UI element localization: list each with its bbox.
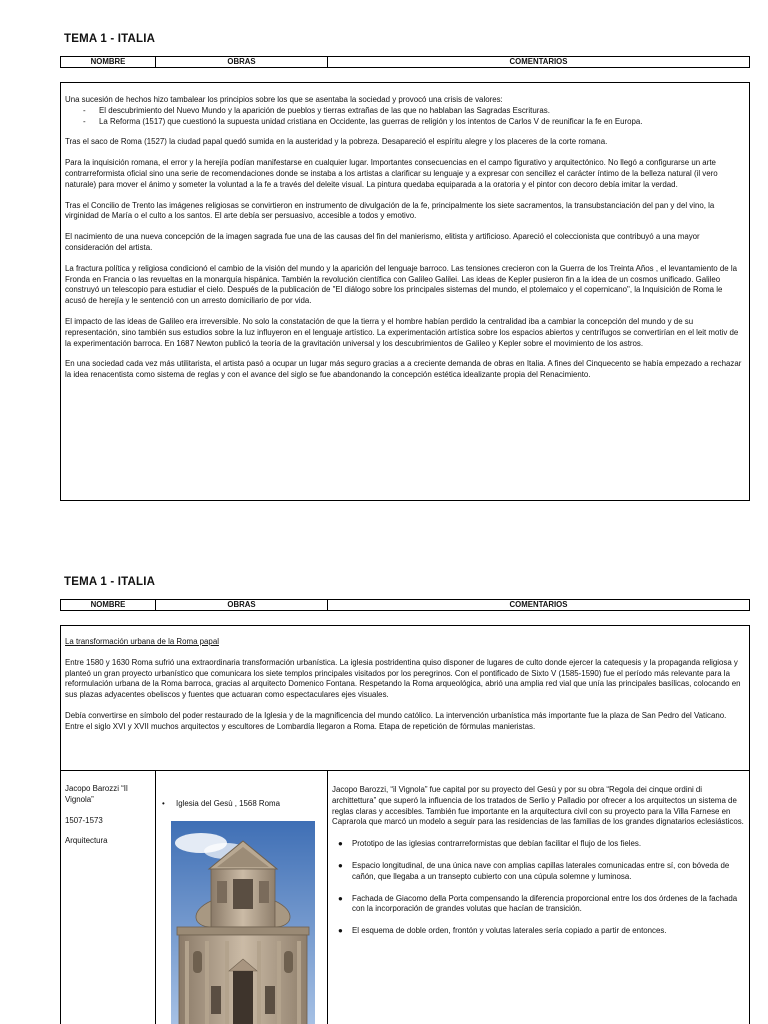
page-title: TEMA 1 - ITALIA bbox=[64, 33, 156, 45]
nombre-cell bbox=[61, 771, 156, 1024]
list-item: - El descubrimiento del Nuevo Mundo y la aparición de pueblos y tierras extrañas de las que no hablaban las Sagradas Escrituras. bbox=[83, 105, 550, 115]
artist-dates: 1507-1573 bbox=[65, 815, 103, 825]
paragraph: El nacimiento de una nueva concepción de la imagen sagrada fue una de las causas del fin del manierismo, elitista y artificioso. Apareció el coleccionista que contribuyó a una mayor consideración del artista. bbox=[65, 232, 700, 252]
header-obras: OBRAS bbox=[156, 57, 328, 67]
paragraph: Entre 1580 y 1630 Roma sufrió una extraordinaria transformación urbanística. La iglesia postridentina quiso disponer de lugares de culto donde ejercer la catequesis y la propaganda religiosa y planteó un gran proyecto urbanístico que comunicara los siete templos principales visitados por los peregrinos. Con el pontificado de Sixto V (1585-1590) fue el período más relevante para la reformulación urbana de la Roma barroca, gracias al arquitecto Domenico Fontana. Respetando la Roma arqueológica, abrió una amplia red vial que unía las principales basílicas, colocando en sus plazas adyacentes obeliscos y fuentes que actuaran como espectaculares ejes visuales. bbox=[65, 657, 741, 700]
obras-cell bbox=[156, 771, 328, 1024]
header-obras: OBRAS bbox=[156, 600, 328, 610]
context-text-box bbox=[60, 82, 750, 501]
paragraph: La fractura política y religiosa condicionó el cambio de la visión del mundo y la aparición del lenguaje barroco. Las tensiones crecieron con la Guerra de los Treinta Años , el levantamiento de la Fronda en Francia o las revueltas en la monarquía hispánica. También la revolución científica con Galileo Galilei. Las ideas de Kepler pusieron fin a la idea de un cosmos unificado. Galileo construyó un telescopio para estudiar el cielo. Después de la publicación de "El diálogo sobre los principales sistemas del mundo, el ptolemaico y el copernicano", la Inquisición de Roma le acusó de herejía y le sentenció con un arresto domiciliario de por vida. bbox=[65, 263, 737, 306]
column-header-row bbox=[60, 599, 750, 611]
comment-intro: Jacopo Barozzi, “il Vignola” fue capital por su proyecto del Gesù y por su obra “Regola dei cinque ordini di archittettura” que superó la influencia de los tratados de Serlio y Palladio por ofrecer a los arquitectos un sistema de reglas claras y accesibles. También fue importante en la arquitectura civil con su proyecto para la Villa Farnese en Caprarola que marcó un modelo a seguir para las residencias de las familias de los grandes dignatarios eclesiásticos. bbox=[332, 785, 744, 827]
header-nombre: NOMBRE bbox=[61, 57, 156, 67]
column-header-row bbox=[60, 56, 750, 68]
paragraph: Debía convertirse en símbolo del poder restaurado de la Iglesia y de la magnificencia del mundo católico. La intervención urbanística más importante fue la plaza de San Pedro del Vaticano. Entre el siglo XVI y XVII muchos arquitectos y escultores de Lombardía llegaron a Roma. Etapa de repetición de fórmulas manieristas. bbox=[65, 710, 727, 731]
intro-paragraph: Una sucesión de hechos hizo tambalear los principios sobre los que se asentaba la sociedad y provocó una crisis de valores: bbox=[65, 95, 503, 104]
paragraph: Tras el Concilio de Trento las imágenes religiosas se convirtieron en instrumento de divulgación de la fe, principalmente los siete sacramentos, la transubstanciación del pan y del vino, la virginidad de María o el culto a los santos. El arte debía ser persuasivo, accesible a todos y emotivo. bbox=[65, 200, 715, 221]
list-item: ● Espacio longitudinal, de una única nave con amplias capillas laterales comunicadas entre sí, con bóveda de cañón, que llegaba a un transepto cubierto con una cúpula solemne y luminosa. bbox=[338, 860, 730, 881]
paragraph: Para la inquisición romana, el error y la herejía podían manifestarse en cualquier lugar. Importantes consecuencias en el campo figurativo y arquitectónico. No llegó a configurarse un arte contrarreformista oficial sino una serie de recomendaciones donde se instaba a los artistas a clarificar su lenguaje y a expresar con sencillez el carácter íntimo de la belleza natural (il vero naturale) para mover el ánimo y someter la voluntad a la fe a través del deleite visual. La pintura quedaba equiparada a la oratoria y el pintor con decoro debía imitar la verdad. bbox=[65, 158, 718, 189]
roma-papal-box bbox=[60, 625, 750, 1024]
header-comentarios: COMENTARIOS bbox=[509, 57, 568, 66]
artist-discipline: Arquitectura bbox=[65, 836, 108, 846]
obra-title: Iglesia del Gesù , 1568 Roma bbox=[176, 799, 280, 808]
paragraph: En una sociedad cada vez más utilitarista, el artista pasó a ocupar un lugar más seguro gracias a a creciente demanda de obras en Italia. A fines del Cinquecento se había empezado a rechazar la idea renacentista como sistema de reglas y con el avance del siglo se fue abandonando la concepción estética idealizante propia del Renacimiento. bbox=[65, 359, 742, 380]
artist-name: Jacopo Barozzi “Il Vignola” bbox=[65, 784, 128, 804]
table-row bbox=[61, 771, 749, 1024]
page-title: TEMA 1 - ITALIA bbox=[64, 576, 156, 588]
header-comentarios: COMENTARIOS bbox=[509, 600, 568, 609]
list-item: ● Prototipo de las iglesias contrarreformistas que debían facilitar el flujo de los fieles. bbox=[338, 839, 642, 849]
list-item: - La Reforma (1517) que cuestionó la supuesta unidad cristiana en Occidente, las guerras de religión y los intentos de Carlos V de reunificar la fe en Europa. bbox=[83, 116, 643, 126]
list-item: • Iglesia del Gesù , 1568 Roma bbox=[162, 799, 280, 808]
list-item: ● Fachada de Giacomo della Porta compensando la diferencia proporcional entre los dos órdenes de la fachada con la incorporación de grandes volutas que hacían de transición. bbox=[338, 893, 738, 914]
paragraph: Tras el saco de Roma (1527) la ciudad papal quedó sumida en la austeridad y la pobreza. Desapareció el espíritu alegre y los placeres de la corte romana. bbox=[65, 137, 608, 147]
roma-intro bbox=[61, 626, 749, 771]
gesu-church-photo bbox=[171, 821, 315, 1024]
gesu-facade-image bbox=[171, 821, 315, 1024]
list-item: ● El esquema de doble orden, frontón y volutas laterales sería copiado a partir de entonces. bbox=[338, 926, 667, 936]
header-nombre: NOMBRE bbox=[61, 600, 156, 610]
comentarios-cell bbox=[328, 771, 749, 1024]
paragraph: El impacto de las ideas de Galileo era irreversible. No solo la constatación de que la tierra y el hombre habían perdido la centralidad iba a cambiar la concepción del mundo y de su representación, sino también sus estudios sobre la luz influyeron en el lenguaje artístico. La experimentación artística sobre los espacios abiertos y centrífugos se convertirían en el leit motiv de la experimentación barroca. En 1687 Newton publicó la teoría de la gravitación universal y los descubrimientos de Galileo y Kepler sobre el movimiento de los astros. bbox=[65, 316, 739, 348]
section-heading: La transformación urbana de la Roma papal bbox=[65, 637, 219, 646]
